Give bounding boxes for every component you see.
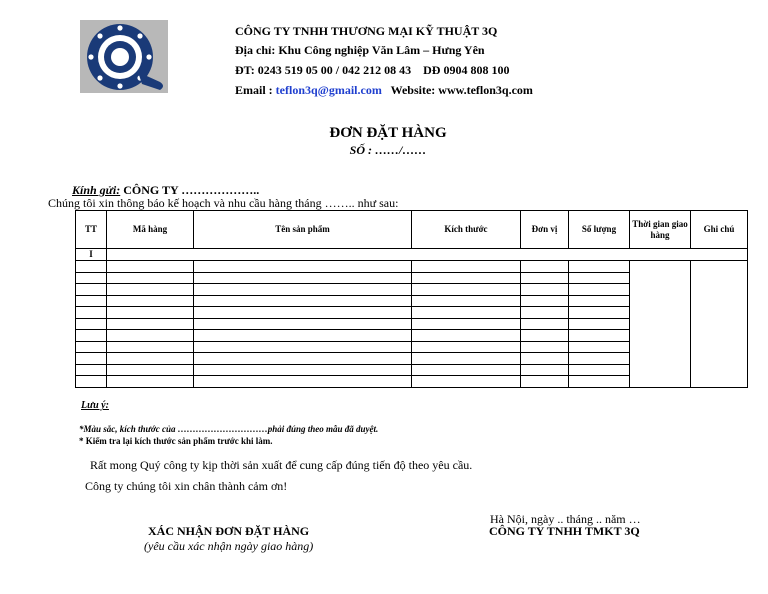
company-signature: CÔNG TY TNHH TMKT 3Q [489, 524, 640, 538]
delivery-time-cell[interactable] [630, 260, 691, 387]
logo-graphic [80, 20, 168, 93]
column-header: Ghi chú [691, 211, 748, 249]
table-cell[interactable] [194, 353, 412, 365]
confirm-title: XÁC NHẬN ĐƠN ĐẶT HÀNG [148, 524, 310, 538]
table-cell[interactable] [569, 318, 630, 330]
table-cell[interactable] [412, 272, 521, 284]
table-cell[interactable] [194, 376, 412, 388]
note-item-1: *Màu sắc, kích thước của …………………………phải đúng theo mẫu đã duyệt. [79, 424, 379, 434]
note-item-2: * Kiểm tra lại kích thước sản phẩm trước khi làm. [79, 436, 273, 446]
table-cell[interactable] [107, 376, 194, 388]
table-cell[interactable] [521, 376, 569, 388]
email-link[interactable]: teflon3q@gmail.com [275, 83, 382, 97]
table-cell[interactable] [76, 341, 107, 353]
table-cell[interactable] [76, 318, 107, 330]
table-cell[interactable] [107, 353, 194, 365]
table-cell[interactable] [412, 364, 521, 376]
table-cell[interactable] [107, 341, 194, 353]
table-cell[interactable] [569, 307, 630, 319]
table-header-row [76, 211, 748, 249]
table-cell[interactable] [569, 364, 630, 376]
table-cell[interactable] [521, 364, 569, 376]
table-cell[interactable] [412, 376, 521, 388]
table-cell[interactable] [107, 307, 194, 319]
document-number: SỐ : ……/…… [349, 143, 427, 157]
table-cell[interactable] [569, 376, 630, 388]
table-cell[interactable] [194, 284, 412, 296]
company-phone: ĐT: 0243 519 05 00 / 042 212 08 43 DĐ 0904 808 100 [235, 63, 510, 77]
intro-text: Chúng tôi xin thông báo kế hoạch và nhu cầu hàng tháng …….. như sau: [48, 196, 399, 210]
table-cell[interactable] [107, 318, 194, 330]
table-cell[interactable] [412, 330, 521, 342]
table-cell[interactable] [412, 295, 521, 307]
table-cell[interactable] [76, 376, 107, 388]
table-cell[interactable] [521, 307, 569, 319]
company-contact [235, 83, 533, 98]
table-cell[interactable] [194, 260, 412, 272]
table-cell[interactable] [569, 295, 630, 307]
order-table [75, 210, 748, 388]
closing-line-2: Công ty chúng tôi xin chân thành cảm ơn! [85, 479, 288, 493]
table-cell[interactable] [76, 272, 107, 284]
table-cell[interactable] [521, 353, 569, 365]
table-cell[interactable] [569, 272, 630, 284]
table-cell[interactable] [412, 318, 521, 330]
table-body [76, 249, 748, 388]
notes-cell[interactable] [691, 260, 748, 387]
table-cell[interactable] [107, 260, 194, 272]
table-cell[interactable] [76, 284, 107, 296]
table-cell[interactable] [107, 295, 194, 307]
table-cell[interactable] [521, 272, 569, 284]
column-header: TT [76, 211, 107, 249]
greeting-label: Kính gửi: [72, 183, 121, 197]
table-cell[interactable] [194, 318, 412, 330]
table-cell[interactable] [521, 330, 569, 342]
place-date: Hà Nội, ngày .. tháng .. năm … [490, 512, 641, 526]
column-header: Thời gian giao hàng [630, 211, 691, 249]
column-header: Tên sản phẩm [194, 211, 412, 249]
company-logo [80, 20, 168, 93]
table-cell[interactable] [569, 353, 630, 365]
greeting-recipient: CÔNG TY ……………….. [120, 183, 260, 197]
column-header: Mã hàng [107, 211, 194, 249]
table-cell[interactable] [76, 307, 107, 319]
column-header: Số lượng [569, 211, 630, 249]
table-cell[interactable] [412, 307, 521, 319]
confirm-subtitle: (yêu cầu xác nhận ngày giao hàng) [144, 539, 314, 553]
closing-line-1: Rất mong Quý công ty kịp thời sản xuất để cung cấp đúng tiến độ theo yêu cầu. [90, 458, 473, 472]
table-cell[interactable] [521, 295, 569, 307]
column-header: Đơn vị [521, 211, 569, 249]
table-cell[interactable] [76, 353, 107, 365]
table-cell[interactable] [412, 284, 521, 296]
table-cell[interactable] [107, 284, 194, 296]
notes-title: Lưu ý: [81, 400, 109, 411]
table-cell[interactable] [76, 330, 107, 342]
table-cell[interactable] [569, 284, 630, 296]
table-cell[interactable] [107, 272, 194, 284]
table-cell[interactable] [521, 284, 569, 296]
table-cell[interactable] [521, 260, 569, 272]
table-cell[interactable] [412, 341, 521, 353]
table-row [76, 260, 748, 272]
document-title: ĐƠN ĐẶT HÀNG [329, 125, 447, 141]
table-cell[interactable] [194, 330, 412, 342]
table-cell[interactable] [412, 353, 521, 365]
table-cell[interactable] [194, 272, 412, 284]
website-text: Website: www.teflon3q.com [381, 83, 533, 97]
table-cell[interactable] [76, 364, 107, 376]
section-row [76, 249, 748, 261]
table-cell[interactable] [76, 260, 107, 272]
table-cell[interactable] [569, 330, 630, 342]
table-cell[interactable] [76, 295, 107, 307]
table-cell[interactable] [521, 318, 569, 330]
company-name: CÔNG TY TNHH THƯƠNG MẠI KỸ THUẬT 3Q [235, 24, 498, 38]
table-cell[interactable] [194, 341, 412, 353]
table-cell[interactable] [194, 307, 412, 319]
table-cell[interactable] [412, 260, 521, 272]
section-spacer [107, 249, 748, 261]
table-cell[interactable] [194, 364, 412, 376]
company-address: Địa chỉ: Khu Công nghiệp Văn Lâm – Hưng Yên [235, 43, 485, 57]
table-cell[interactable] [569, 260, 630, 272]
section-label: I [76, 249, 107, 261]
table-cell[interactable] [521, 341, 569, 353]
table-cell[interactable] [569, 341, 630, 353]
table-cell[interactable] [107, 330, 194, 342]
column-header: Kích thước [412, 211, 521, 249]
table-cell[interactable] [194, 295, 412, 307]
table-cell[interactable] [107, 364, 194, 376]
email-label: Email : [235, 83, 276, 97]
